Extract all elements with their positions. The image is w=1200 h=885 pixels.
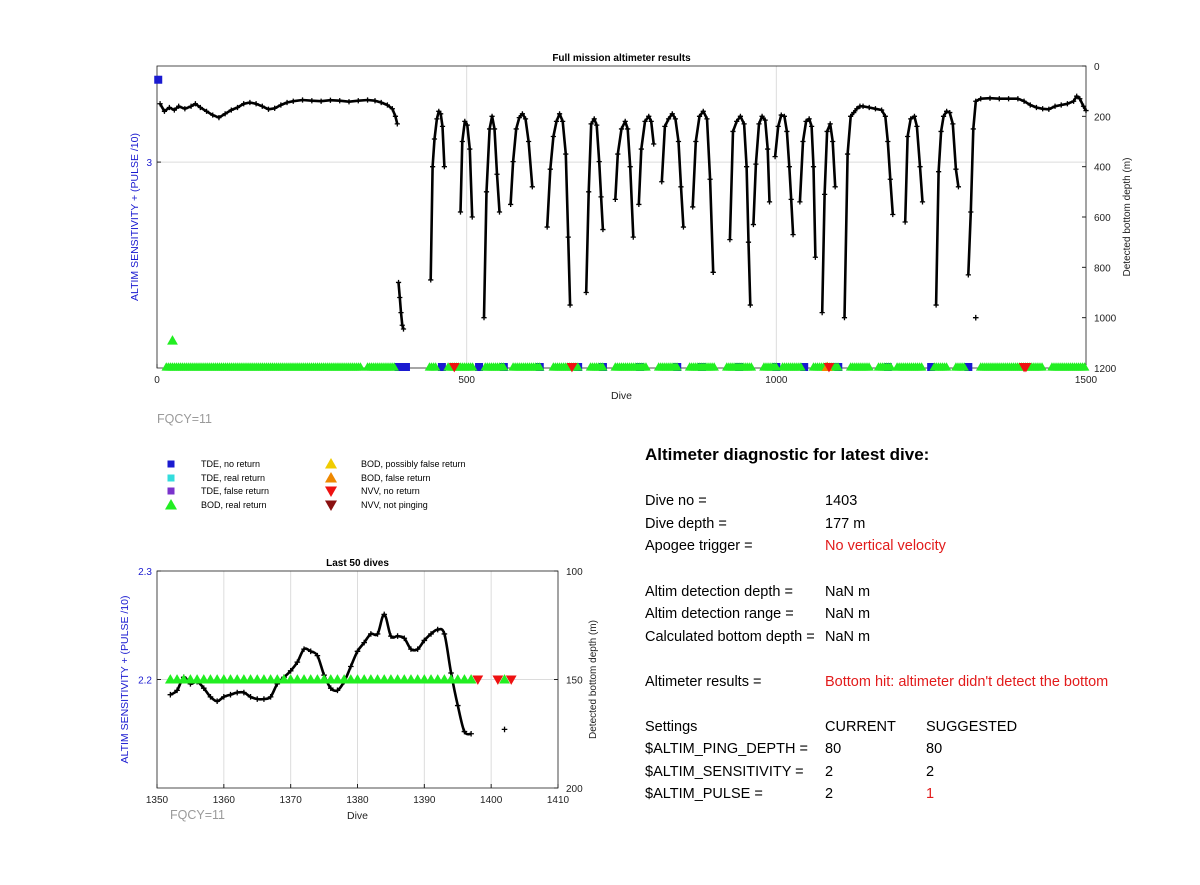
- depth-point: [548, 167, 553, 172]
- depth-line: [693, 111, 714, 272]
- depth-point: [997, 96, 1002, 101]
- depth-point: [968, 209, 973, 214]
- depth-line: [845, 106, 893, 317]
- depth-point: [678, 184, 683, 189]
- x-tick-label: 0: [154, 375, 160, 386]
- depth-line: [639, 116, 654, 204]
- depth-line: [484, 116, 500, 317]
- depth-point: [395, 633, 401, 639]
- last-50-dives-chart: [119, 558, 599, 822]
- depth-point: [772, 154, 777, 159]
- depth-point: [639, 146, 644, 151]
- depth-point: [526, 139, 531, 144]
- depth-line: [800, 119, 816, 257]
- altimeter-results-label: Altimeter results =: [645, 674, 762, 690]
- depth-point: [300, 97, 305, 102]
- y-right-tick-label: 1000: [1094, 313, 1117, 325]
- depth-point: [428, 277, 433, 282]
- legend-item: [320, 485, 480, 498]
- cyan-square-icon-shape: [168, 474, 175, 481]
- depth-point: [1006, 96, 1011, 101]
- y-right-tick-label: 1200: [1094, 364, 1117, 375]
- depth-point: [511, 159, 516, 164]
- depth-point: [628, 164, 633, 169]
- depth-point: [1040, 106, 1045, 111]
- calculated-bottom-depth-value: NaN m: [825, 629, 871, 645]
- depth-point: [440, 124, 445, 129]
- darkred-down-triangle-icon-shape: [325, 501, 337, 512]
- depth-point: [563, 151, 568, 156]
- depth-point: [751, 222, 756, 227]
- suggested-header: SUGGESTED: [926, 719, 1018, 735]
- depth-line: [431, 111, 445, 280]
- depth-point: [346, 99, 351, 104]
- depth-line: [170, 614, 471, 734]
- depth-point: [468, 731, 474, 737]
- setting-name: $ALTIM_SENSITIVITY =: [645, 764, 804, 780]
- depth-line: [511, 114, 533, 205]
- x-tick-label: 1350: [145, 795, 169, 806]
- depth-point: [917, 164, 922, 169]
- depth-point: [247, 100, 252, 105]
- depth-point: [508, 202, 513, 207]
- depth-point: [973, 315, 979, 321]
- depth-point: [598, 194, 603, 199]
- setting-name: $ALTIM_PING_DEPTH =: [645, 741, 808, 757]
- depth-point: [765, 146, 770, 151]
- depth-point: [956, 184, 961, 189]
- chart-title: Full mission altimeter results: [552, 53, 691, 64]
- depth-point: [586, 189, 591, 194]
- depth-point: [690, 204, 695, 209]
- legend-label: BOD, possibly false return: [361, 459, 466, 469]
- legend-item: [160, 458, 320, 471]
- depth-point: [615, 151, 620, 156]
- depth-point: [460, 139, 465, 144]
- x-tick-label: 1410: [546, 795, 570, 806]
- depth-point: [707, 177, 712, 182]
- depth-point: [584, 290, 589, 295]
- depth-point: [396, 280, 401, 285]
- x-tick-label: 1360: [212, 795, 235, 806]
- depth-point: [365, 97, 370, 102]
- orange-triangle-icon: [324, 472, 338, 484]
- depth-point: [261, 696, 267, 702]
- y-right-tick-label: 200: [1094, 112, 1111, 124]
- depth-point: [813, 255, 818, 260]
- altim-detection-depth-value: NaN m: [825, 584, 871, 600]
- depth-point: [789, 197, 794, 202]
- depth-point: [914, 124, 919, 129]
- depth-point: [551, 134, 556, 139]
- dive-depth-value: 177 m: [825, 516, 866, 532]
- altim-detection-range-value: NaN m: [825, 606, 871, 622]
- depth-line: [662, 114, 684, 227]
- fqcy-bottom-label: FQCY=11: [170, 808, 225, 822]
- legend-label: TDE, no return: [201, 459, 261, 469]
- y-left-tick-label: 3: [146, 158, 152, 170]
- depth-line: [547, 114, 570, 305]
- depth-point: [291, 99, 296, 104]
- bod-real-returnmarker: [167, 335, 178, 344]
- x-tick-label: 1370: [279, 795, 302, 806]
- depth-point: [530, 184, 535, 189]
- setting-current: 2: [825, 764, 834, 780]
- depth-line: [586, 119, 603, 293]
- depth-point: [442, 164, 447, 169]
- depth-point: [800, 139, 805, 144]
- depth-line: [822, 124, 835, 313]
- tde-no-returnmarker: [154, 76, 162, 84]
- legend-label: NVV, not pinging: [361, 500, 428, 511]
- depth-point: [597, 159, 602, 164]
- y-right-tick-label: 150: [566, 675, 583, 687]
- calculated-bottom-depth-label: Calculated bottom depth =: [645, 629, 815, 645]
- y-left-tick-label: 2.2: [138, 675, 152, 687]
- depth-line: [968, 96, 1086, 275]
- depth-point: [888, 177, 893, 182]
- green-triangle-icon: [164, 499, 178, 511]
- legend-label: BOD, real return: [201, 500, 267, 511]
- setting-current: 80: [825, 741, 842, 757]
- purple-square-icon-shape: [168, 488, 175, 495]
- diagnostic-heading: Altimeter diagnostic for latest dive:: [645, 445, 930, 464]
- y-right-tick-label: 400: [1094, 162, 1111, 174]
- yellow-triangle-icon-shape: [325, 458, 337, 469]
- tde-no-returnmarker: [402, 363, 410, 371]
- depth-point: [811, 164, 816, 169]
- altim-detection-depth-label: Altim detection depth =: [645, 584, 793, 600]
- depth-point: [790, 232, 795, 237]
- apogee-trigger-value: No vertical velocity: [825, 538, 946, 554]
- x-tick-label: 500: [458, 375, 476, 386]
- y-right-tick-label: 0: [1094, 62, 1100, 73]
- blue-square-icon: [164, 458, 178, 470]
- y-left-axis-label: ALTIM SENSITIVITY + (PULSE /10): [119, 595, 131, 764]
- depth-point: [936, 169, 941, 174]
- x-tick-label: 1390: [413, 795, 436, 806]
- legend-label: TDE, real return: [201, 472, 266, 483]
- depth-point: [693, 139, 698, 144]
- red-down-triangle-icon-shape: [325, 487, 337, 498]
- depth-point: [494, 172, 499, 177]
- y-right-tick-label: 100: [566, 567, 583, 578]
- depth-point: [492, 126, 497, 131]
- setting-suggested: 2: [926, 764, 935, 780]
- depth-point: [822, 192, 827, 197]
- chart-title: Last 50 dives: [326, 558, 389, 569]
- setting-suggested: 80: [926, 741, 943, 757]
- altim-detection-range-label: Altim detection range =: [645, 606, 794, 622]
- setting-current: 2: [825, 786, 834, 802]
- y-right-tick-label: 600: [1094, 213, 1111, 224]
- depth-point: [797, 199, 802, 204]
- apogee-trigger-label: Apogee trigger =: [645, 538, 753, 554]
- depth-point: [681, 224, 686, 229]
- full-mission-chart: [129, 53, 1133, 402]
- depth-point: [1059, 102, 1064, 107]
- x-axis-label: Dive: [346, 810, 369, 822]
- x-tick-label: 1000: [765, 375, 788, 386]
- x-tick-label: 1380: [346, 795, 369, 806]
- legend-label: BOD, false return: [361, 472, 431, 483]
- setting-suggested: 1: [926, 786, 935, 802]
- altimeter-results-value: Bottom hit: altimeter didn't detect the bottom: [825, 674, 1109, 690]
- dive-no-value: 1403: [825, 493, 858, 509]
- blue-square-icon-shape: [168, 461, 175, 468]
- depth-point: [890, 212, 895, 217]
- depth-point: [830, 139, 835, 144]
- settings-header: Settings: [645, 719, 698, 735]
- depth-point: [489, 114, 494, 119]
- dive-depth-label: Dive depth =: [645, 516, 727, 532]
- depth-point: [470, 214, 475, 219]
- depth-point: [934, 302, 939, 307]
- depth-point: [430, 164, 435, 169]
- depth-point: [432, 136, 437, 141]
- current-header: CURRENT: [825, 719, 896, 735]
- depth-point: [746, 240, 751, 245]
- depth-point: [873, 106, 878, 111]
- y-right-tick-label: 200: [566, 784, 583, 795]
- depth-point: [971, 126, 976, 131]
- depth-point: [397, 295, 402, 300]
- depth-point: [787, 164, 792, 169]
- y-right-axis-label: Detected bottom depth (m): [588, 620, 599, 739]
- depth-point: [651, 141, 656, 146]
- legend-item: [320, 472, 480, 485]
- depth-point: [631, 235, 636, 240]
- depth-point: [567, 302, 572, 307]
- legend-item: [160, 499, 320, 512]
- depth-point: [833, 184, 838, 189]
- depth-point: [845, 151, 850, 156]
- y-right-tick-label: 800: [1094, 263, 1111, 275]
- depth-point: [784, 129, 789, 134]
- altimeter-diagnostic-panel: [645, 445, 1185, 815]
- legend-item: [160, 472, 320, 485]
- depth-point: [337, 98, 342, 103]
- depth-line: [936, 111, 958, 305]
- marker-legend: [160, 458, 500, 518]
- depth-point: [613, 197, 618, 202]
- depth-point: [545, 224, 550, 229]
- legend-item: [160, 485, 320, 498]
- dive-no-label: Dive no =: [645, 493, 707, 509]
- x-axis-label: Dive: [610, 390, 633, 402]
- purple-square-icon: [164, 485, 178, 497]
- legend-item: [320, 499, 480, 512]
- yellow-triangle-icon: [324, 458, 338, 470]
- depth-line: [753, 116, 769, 224]
- depth-point: [497, 209, 502, 214]
- depth-point: [254, 696, 260, 702]
- depth-point: [566, 235, 571, 240]
- legend-label: TDE, false return: [201, 486, 270, 497]
- x-tick-label: 1500: [1074, 375, 1098, 386]
- depth-point: [458, 209, 463, 214]
- depth-point: [744, 164, 749, 169]
- fqcy-top-label: FQCY=11: [157, 412, 212, 426]
- depth-point: [434, 116, 439, 121]
- depth-point: [398, 310, 403, 315]
- depth-point: [481, 315, 486, 320]
- darkred-down-triangle-icon: [324, 499, 338, 511]
- red-down-triangle-icon: [324, 485, 338, 497]
- depth-point: [748, 302, 753, 307]
- x-tick-label: 1400: [480, 795, 503, 806]
- y-right-axis-label: Detected bottom depth (m): [1122, 157, 1133, 277]
- depth-point: [659, 179, 664, 184]
- depth-line: [615, 121, 633, 237]
- legend-label: NVV, no return: [361, 486, 420, 497]
- depth-point: [820, 310, 825, 315]
- depth-line: [730, 116, 750, 305]
- depth-point: [903, 219, 908, 224]
- depth-point: [727, 237, 732, 242]
- depth-line: [399, 282, 404, 329]
- green-triangle-icon-shape: [165, 499, 177, 510]
- depth-point: [767, 199, 772, 204]
- depth-point: [885, 139, 890, 144]
- depth-point: [987, 96, 992, 101]
- depth-point: [953, 167, 958, 172]
- depth-point: [502, 727, 508, 733]
- depth-point: [484, 189, 489, 194]
- depth-line: [775, 115, 793, 235]
- depth-point: [676, 139, 681, 144]
- depth-point: [711, 270, 716, 275]
- depth-point: [920, 199, 925, 204]
- legend-item: [320, 458, 480, 471]
- setting-name: $ALTIM_PULSE =: [645, 786, 763, 802]
- depth-point: [467, 146, 472, 151]
- depth-point: [966, 272, 971, 277]
- depth-point: [395, 121, 400, 126]
- depth-point: [842, 315, 847, 320]
- depth-point: [860, 104, 865, 109]
- depth-point: [867, 105, 872, 110]
- y-left-axis-label: ALTIM SENSITIVITY + (PULSE /10): [129, 133, 141, 301]
- orange-triangle-icon-shape: [325, 472, 337, 483]
- depth-point: [636, 202, 641, 207]
- y-left-tick-label: 2.3: [138, 567, 152, 578]
- depth-point: [905, 134, 910, 139]
- depth-point: [309, 98, 314, 103]
- depth-point: [319, 99, 324, 104]
- depth-point: [356, 98, 361, 103]
- depth-point: [487, 126, 492, 131]
- depth-point: [938, 129, 943, 134]
- depth-point: [600, 227, 605, 232]
- depth-point: [328, 98, 333, 103]
- depth-point: [455, 703, 461, 709]
- cyan-square-icon: [164, 472, 178, 484]
- depth-point: [234, 690, 240, 696]
